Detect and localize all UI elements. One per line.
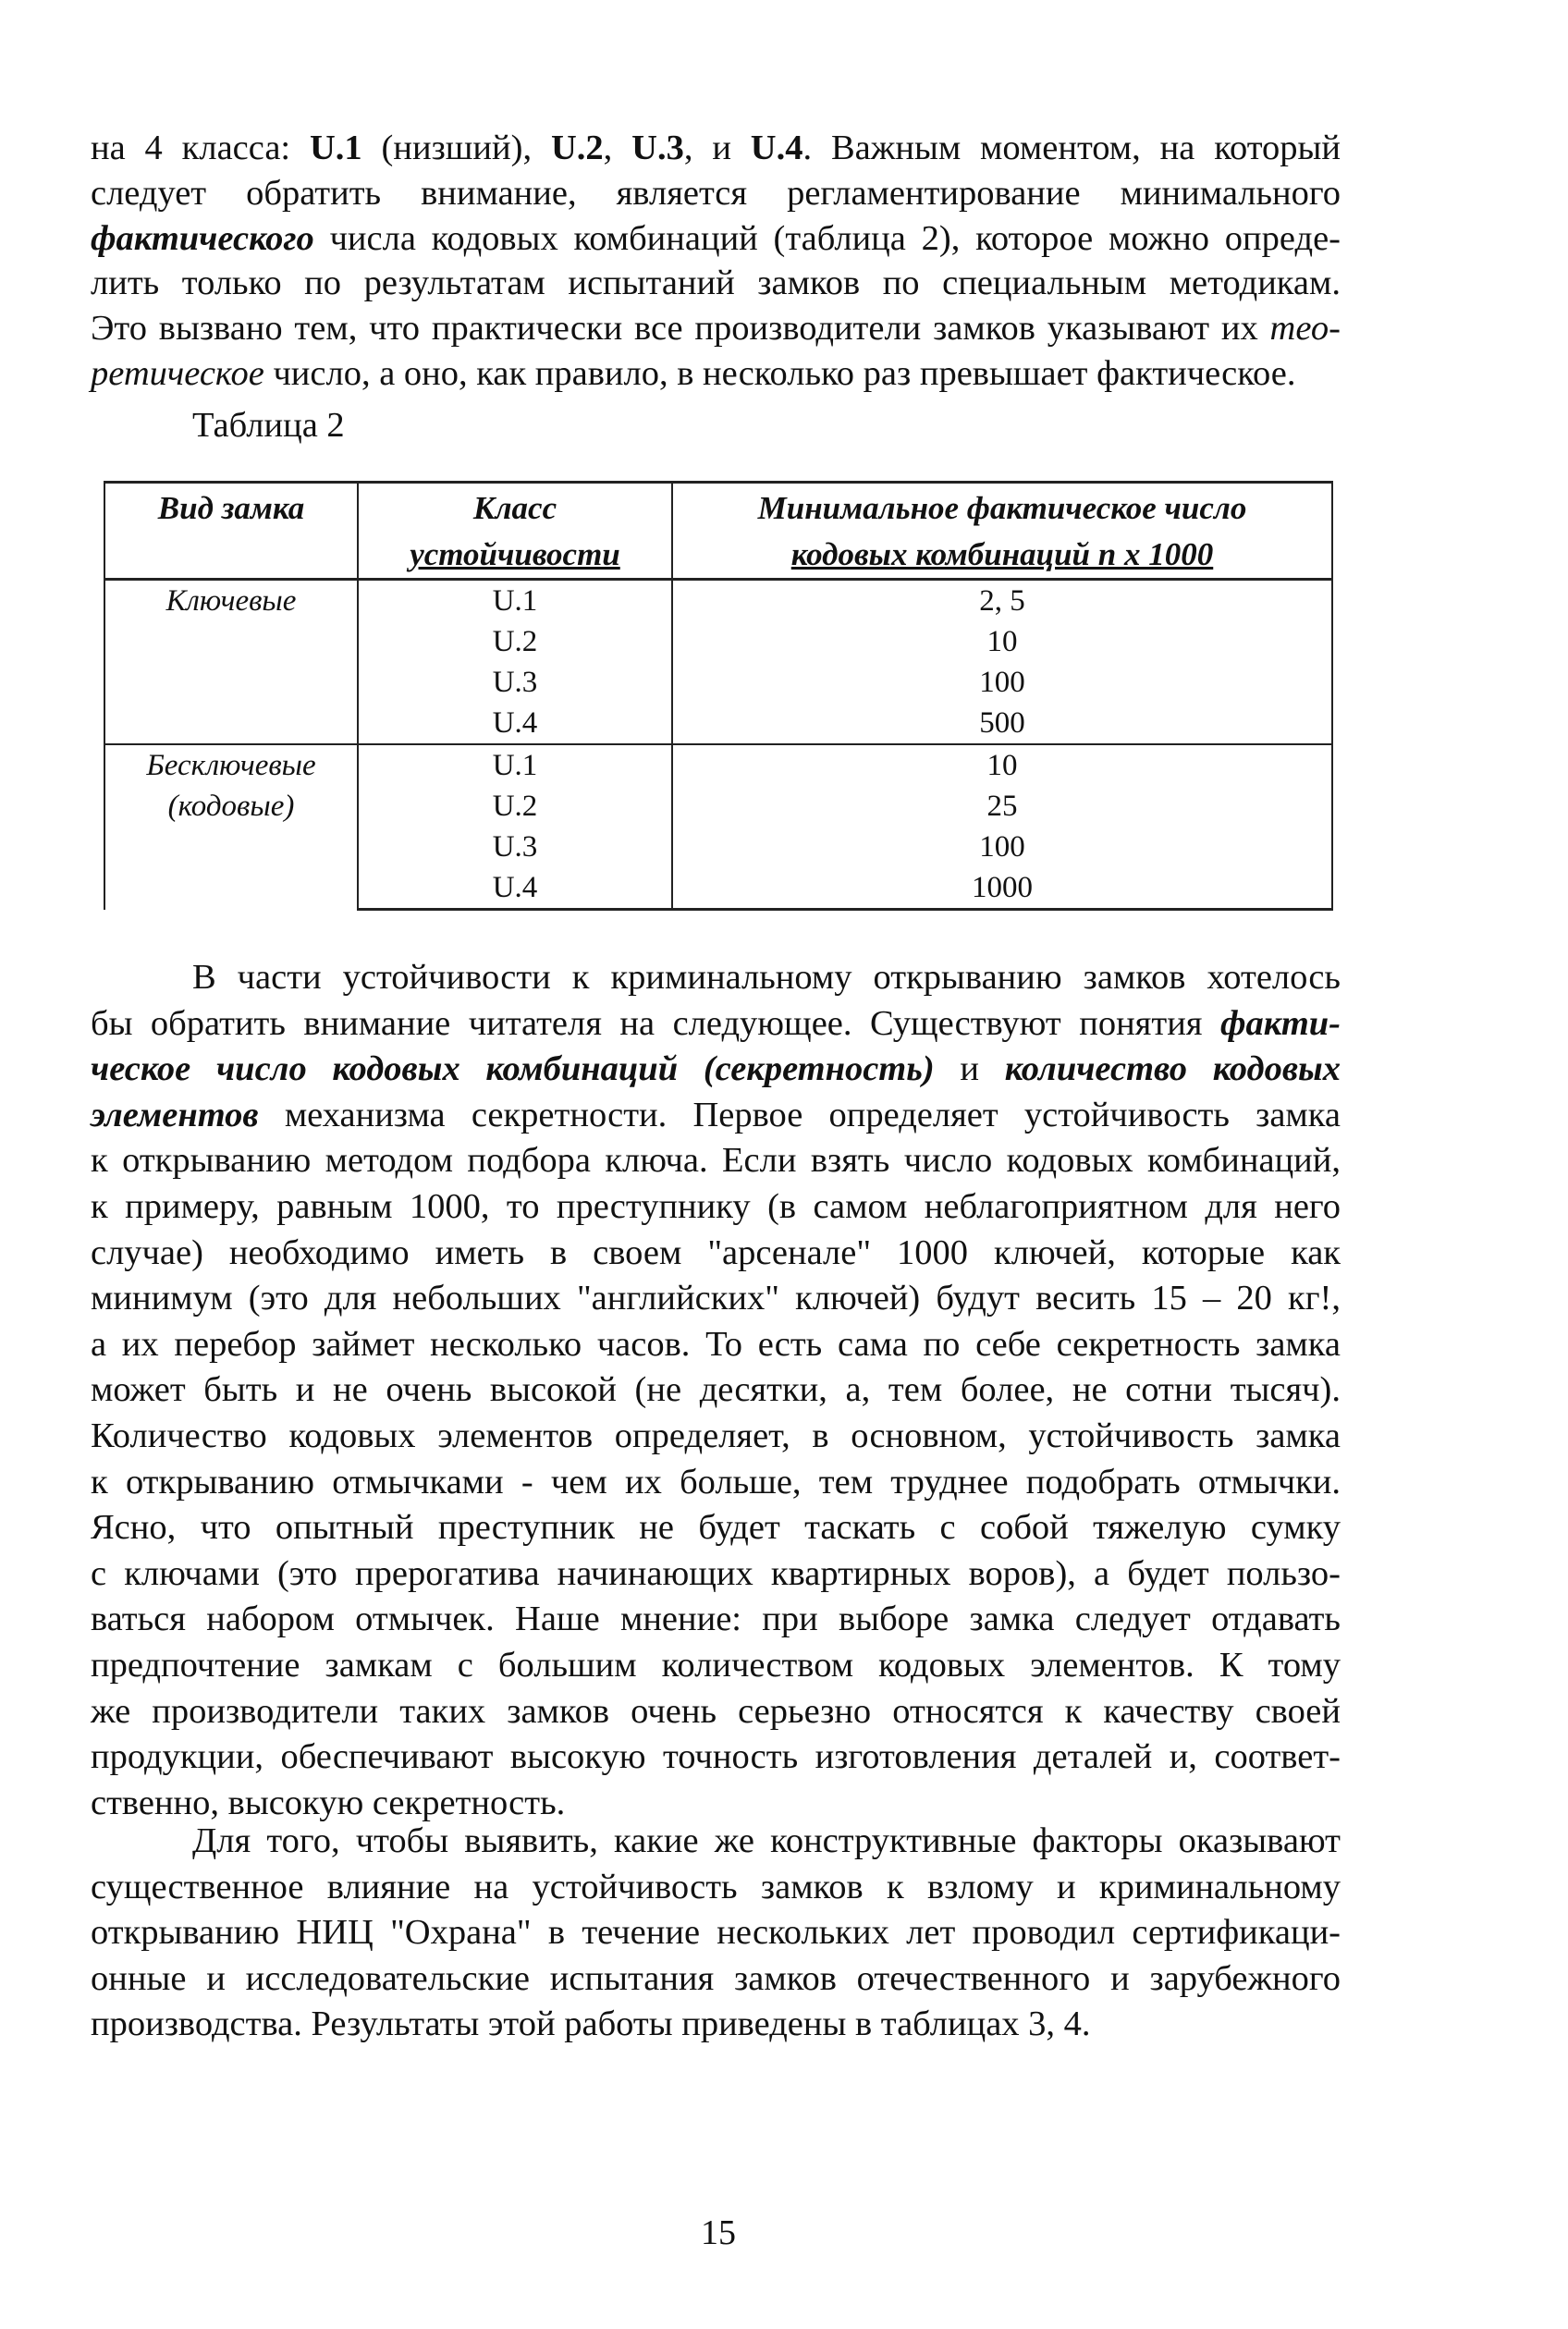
emphasis-text: элементов xyxy=(91,1095,259,1134)
text-line: существенное влияние на устойчивость замков к взлому и криминальному xyxy=(91,1867,1341,1906)
header-text: Минимальное фактическое число xyxy=(757,490,1247,526)
text-run: , и xyxy=(683,129,751,167)
text-line: производства. Результаты этой работы приведены в таблицах 3, 4. xyxy=(91,2004,1091,2044)
locks-table xyxy=(104,481,1333,911)
value-cell: 500 xyxy=(672,703,1332,744)
text-line: ваться набором отмычек. Наше мнение: при выборе замка следует отдавать xyxy=(91,1600,1341,1639)
text-line: открыванию НИЦ "Охрана" в течение нескольких лет проводил сертификаци- xyxy=(91,1913,1341,1953)
text-line: может быть и не очень высокой (не десятки, а, тем более, не сотни тысяч). xyxy=(91,1370,1341,1410)
class-cell: U.3 xyxy=(358,662,672,703)
table-row xyxy=(104,580,1332,622)
text-line: продукции, обеспечивают высокую точность изготовления деталей и, соответ- xyxy=(91,1737,1341,1777)
text-line: же производители таких замков очень серьезно относятся к качеству своей xyxy=(91,1691,1341,1731)
class-label: U.2 xyxy=(550,129,604,167)
lock-type-text: (кодовые) xyxy=(167,790,295,823)
text-line: к открыванию отмычками - чем их больше, тем труднее подобрать отмычки. xyxy=(91,1462,1341,1502)
value-cell: 10 xyxy=(672,744,1332,786)
text-run: , xyxy=(603,129,632,167)
text-line: к примеру, равным 1000, то преступнику (в самом неблагоприятном для него xyxy=(91,1186,1341,1226)
text-run: и xyxy=(934,1049,1005,1089)
header-text: устойчивости xyxy=(410,536,620,572)
class-cell: U.3 xyxy=(358,827,672,867)
page-number: 15 xyxy=(701,2213,736,2252)
text-line: предпочтение замкам с большим количеством кодовых элементов. К тому xyxy=(91,1645,1341,1685)
text-line: Для того, чтобы выявить, какие же конструктивные факторы оказывают xyxy=(192,1821,1341,1860)
text-line: с ключами (это прерогатива начинающих квартирных воров), а будет пользо- xyxy=(91,1553,1341,1593)
emphasis-text: количество кодовых xyxy=(1004,1049,1341,1089)
value-cell: 10 xyxy=(672,621,1332,662)
value-cell: 100 xyxy=(672,662,1332,703)
text-run: Это вызвано тем, что практически все производители замков указывают их xyxy=(91,309,1270,349)
text-line xyxy=(91,1001,1341,1048)
paragraph-closing xyxy=(91,1819,1341,2048)
header-text: Класс xyxy=(472,490,557,526)
table-row xyxy=(104,744,1332,786)
header-min-combinations xyxy=(672,483,1332,580)
emphasis-text: ретическое xyxy=(91,353,264,393)
table-header-row xyxy=(104,483,1332,580)
lock-type-cell xyxy=(104,580,358,745)
class-cell: U.1 xyxy=(358,580,672,622)
value-cell: 25 xyxy=(672,786,1332,827)
emphasis-text: фактического xyxy=(91,218,314,258)
class-cell: U.4 xyxy=(358,867,672,910)
header-lock-type xyxy=(104,483,358,580)
text-line xyxy=(91,1047,1341,1093)
text-run: механизма секретности. Первое определяет устойчивость замка xyxy=(258,1095,1341,1134)
text-line: случае) необходимо иметь в своем "арсенале" 1000 ключей, которые как xyxy=(91,1232,1341,1272)
emphasis-text: факти- xyxy=(1220,1003,1341,1043)
value-cell: 100 xyxy=(672,827,1332,867)
class-cell: U.2 xyxy=(358,786,672,827)
text-line: онные и исследовательские испытания замков отечественного и зарубежного xyxy=(91,1958,1341,1998)
text-line: Количество кодовых элементов определяет, в основном, устойчивость замка xyxy=(91,1416,1341,1455)
text-line: к открыванию методом подбора ключа. Если взять число кодовых комбинаций, xyxy=(91,1141,1341,1181)
text-line xyxy=(91,126,1341,171)
text-line: минимум (это для небольших "английских" ключей) будут весить 15 – 20 кг!, xyxy=(91,1279,1341,1318)
lock-type-cell xyxy=(104,744,358,910)
class-cell: U.2 xyxy=(358,621,672,662)
lock-type-text: Ключевые xyxy=(165,584,297,618)
text-line xyxy=(91,306,1341,351)
class-label: U.4 xyxy=(750,129,803,167)
class-cell: U.1 xyxy=(358,744,672,786)
table-caption: Таблица 2 xyxy=(192,406,345,445)
text-run: (низший), xyxy=(361,129,551,167)
class-label: U.3 xyxy=(631,129,684,167)
class-label: U.1 xyxy=(309,129,362,167)
value-cell: 1000 xyxy=(672,867,1332,910)
text-line: Ясно, что опытный преступник не будет таскать с собой тяжелую сумку xyxy=(91,1508,1341,1548)
text-line xyxy=(91,216,1341,262)
value-cell: 2, 5 xyxy=(672,580,1332,622)
text-line xyxy=(91,1093,1341,1139)
lock-type-text: Бесключевые xyxy=(146,749,316,782)
text-line: следует обратить внимание, является регламентирование минимального xyxy=(91,173,1341,213)
paragraph-main xyxy=(91,955,1341,1826)
text-line: лить только по результатам испытаний замков по специальным методикам. xyxy=(91,264,1341,303)
text-line: ственно, высокую секретность. xyxy=(91,1783,566,1822)
text-line xyxy=(91,351,1341,397)
text-run: бы обратить внимание читателя на следующее. Существуют понятия xyxy=(91,1003,1220,1043)
text-run: . Важным моментом, на который xyxy=(802,129,1341,167)
header-text: кодовых комбинаций n х 1000 xyxy=(790,536,1214,572)
header-resistance-class xyxy=(358,483,672,580)
text-line: В части устойчивости к криминальному открыванию замков хотелось xyxy=(192,958,1341,997)
emphasis-text: тео- xyxy=(1269,309,1341,349)
text-run: числа кодовых комбинаций (таблица 2), которое можно опреде- xyxy=(313,218,1341,258)
emphasis-text: ческое число кодовых комбинаций (секретность) xyxy=(91,1049,935,1089)
paragraph-intro xyxy=(91,126,1341,397)
text-run: число, а оно, как правило, в несколько раз превышает фактическое. xyxy=(263,353,1296,393)
text-run: на 4 класса: xyxy=(91,129,310,167)
header-text: Вид замка xyxy=(157,490,305,526)
text-line: а их перебор займет несколько часов. То есть сама по себе секретность замка xyxy=(91,1324,1341,1364)
class-cell: U.4 xyxy=(358,703,672,744)
